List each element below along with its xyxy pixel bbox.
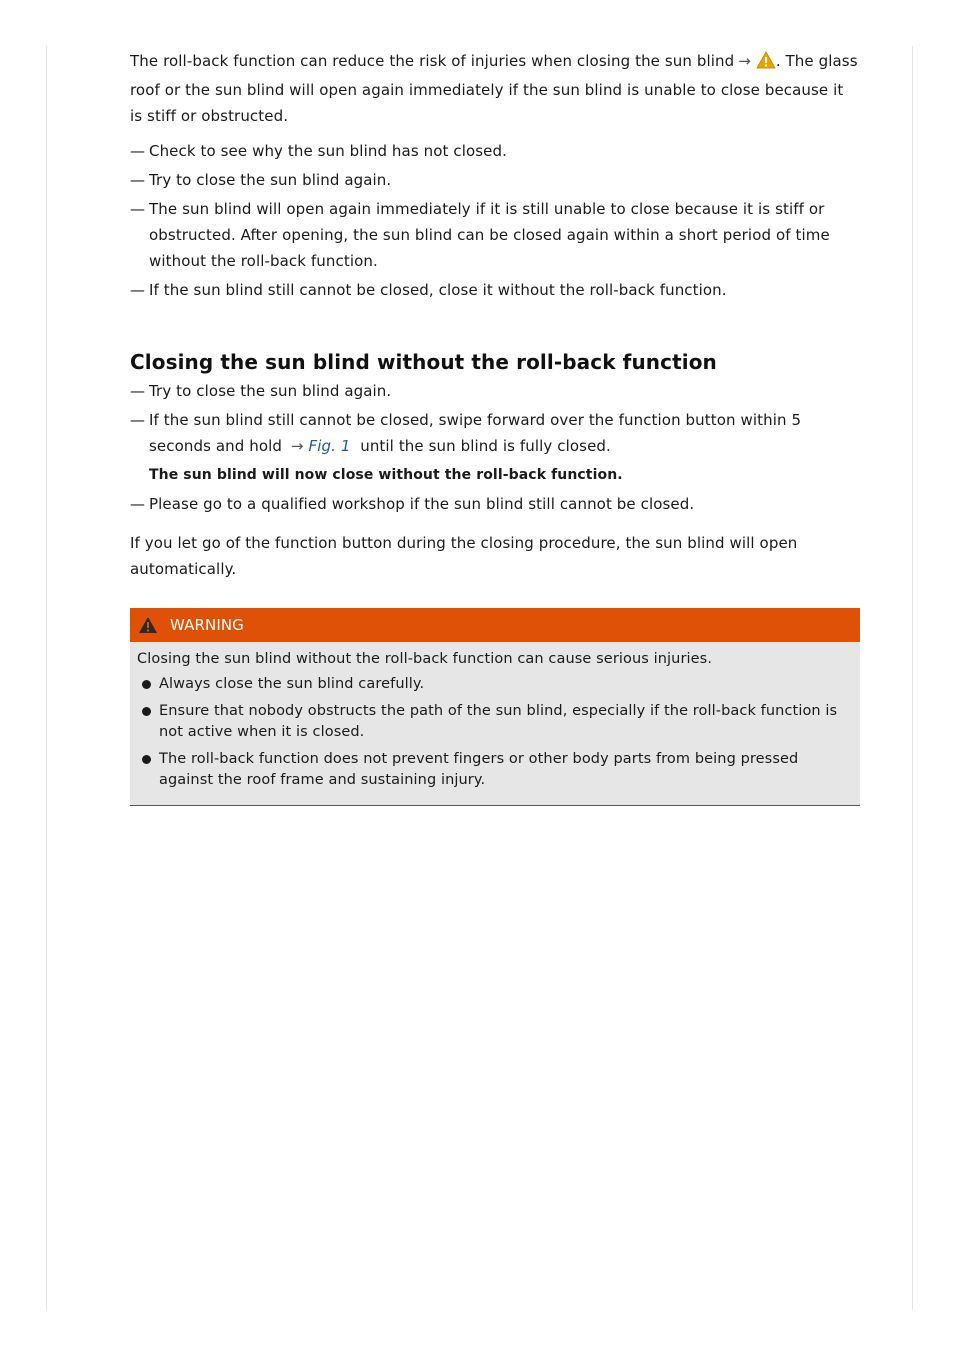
document-content bbox=[130, 48, 860, 806]
intro-paragraph bbox=[130, 48, 860, 129]
list-item: — Please go to a qualified workshop if the sun blind still cannot be closed. bbox=[130, 495, 695, 513]
warning-bullet: Always close the sun blind carefully. bbox=[137, 674, 852, 695]
list-item: — Check to see why the sun blind has not closed. bbox=[130, 142, 507, 160]
list-item: — Try to close the sun blind again. bbox=[130, 382, 392, 400]
list-item: — If the sun blind still cannot be closed, swipe forward over the function button within 5 seconds and hold → Fig. 1 until the sun blind is fully closed. bbox=[130, 411, 802, 455]
figure-link[interactable]: Fig. 1 bbox=[308, 437, 351, 455]
arrow-right-icon: → bbox=[738, 52, 751, 70]
list-item: — Try to close the sun blind again. bbox=[130, 171, 392, 189]
list-item: — If the sun blind still cannot be closed, close it without the roll-back function. bbox=[130, 281, 727, 299]
steps-list-2 bbox=[130, 378, 860, 517]
closing-paragraph: If you let go of the function button during the closing procedure, the sun blind will open automatically. bbox=[130, 534, 798, 578]
warning-box bbox=[130, 608, 860, 806]
intro-text-continued: . The glass roof or the sun blind will open again immediately if the sun blind is unable to close because it is stiff or obstructed. bbox=[130, 52, 858, 125]
warning-triangle-icon bbox=[138, 616, 158, 634]
warning-title: WARNING bbox=[170, 616, 244, 634]
section-heading: Closing the sun blind without the roll-back function bbox=[130, 350, 717, 374]
page-border-left bbox=[46, 46, 47, 1310]
intro-text: The roll-back function can reduce the risk of injuries when closing the sun blind bbox=[130, 52, 735, 70]
warning-bullet: Ensure that nobody obstructs the path of the sun blind, especially if the roll-back function is not active when it is closed. bbox=[137, 701, 852, 743]
page-border-right bbox=[912, 46, 913, 1310]
warning-body bbox=[130, 642, 860, 805]
warning-triangle-icon[interactable] bbox=[756, 51, 776, 77]
warning-bullet: The roll-back function does not prevent fingers or other body parts from being pressed against the roof frame and sustaining injury. bbox=[137, 749, 852, 791]
arrow-right-icon: → bbox=[290, 437, 304, 455]
warning-lead: Closing the sun blind without the roll-back function can cause serious injuries. bbox=[137, 651, 713, 667]
step-note: The sun blind will now close without the roll-back function. bbox=[149, 467, 623, 483]
list-item: — The sun blind will open again immediately if it is still unable to close because it is stiff or obstructed. After opening, the sun blind can be closed again within a short period of time without the roll-back function. bbox=[130, 200, 830, 270]
steps-list bbox=[130, 138, 860, 303]
warning-header bbox=[130, 608, 860, 642]
